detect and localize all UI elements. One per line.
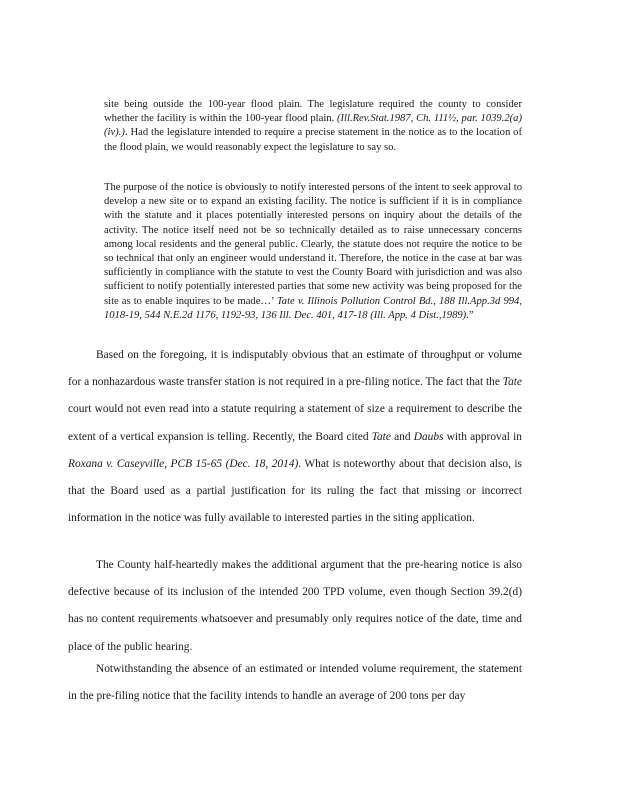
body-text: and — [390, 430, 414, 443]
case-name: Tate — [502, 376, 522, 389]
body-text: with approval in — [443, 430, 522, 443]
case-citation: Roxana v. Caseyville, PCB 15-65 (Dec. 18, 2014). — [68, 457, 302, 470]
body-text: Based on the foregoing, it is indisputably obvious that an estimate of throughput or volume for a nonhazardous waste transfer station is not required in a pre-filing notice. The fact that the — [68, 349, 522, 389]
quote-text: The purpose of the notice is obviously to notify interested persons of the intent to seek approval to develop a new site or to expand an existing facility. The notice is sufficient if it is in compliance with the statute and it places potentially interested persons on inquiry about the details of the activity. The notice itself need not be so technically detailed as to raise unnecessary concerns among local residents and the general public. Clearly, the statute does not require the notice to be so technical that only an engineer would understand it. Therefore, the notice in the case at bar was sufficiently in compliance with the statute to vest the County Board with jurisdiction and was also sufficient to notify potentially interested parties that some new activity was being proposed for the site as to enable inquires to be made…’ — [104, 182, 522, 307]
body-paragraph-1 — [68, 342, 522, 532]
body-paragraph-2: The County half-heartedly makes the additional argument that the pre-hearing notice is also defective because of its inclusion of the intended 200 TPD volume, even though Section 39.2(d) has no content requirements whatsoever and presumably only requires notice of the date, time and place of the public hearing. — [68, 559, 522, 653]
block-quote-paragraph-1 — [104, 98, 522, 155]
case-citation: Tate v. Illinois Pollution Control Bd., 188 Ill.App.3d 994, 1018-19, 544 N.E.2d 1176, 1192-93, 136 Ill. Dec. 401, 417-18 (Ill. App. 4 Dist.,1989). — [104, 295, 522, 321]
case-name: Tate — [371, 430, 391, 443]
case-name: Daubs — [413, 430, 444, 443]
statute-citation: (Ill.Rev.Stat.1987, Ch. 111½, par. 1039.2(a)(iv).) — [104, 113, 523, 139]
body-text: What is noteworthy about that decision also, is that the Board used as a partial justification for its ruling the fact that missing or incorrect information in the notice was fully available to interested parties in the siting application. — [68, 457, 522, 525]
body-paragraph-3: Notwithstanding the absence of an estimated or intended volume requirement, the statement in the pre-filing notice that the facility intends to handle an average of 200 tons per day — [68, 663, 522, 703]
quote-text: site being outside the 100-year flood plain. The legislature required the county to consider whether the facility is within the 100-year flood plain. — [104, 99, 522, 125]
body-text: court would not even read into a statute requiring a statement of size a requirement to describe the extent of a vertical expansion is telling. Recently, the Board cited — [68, 403, 522, 443]
quote-text: . Had the legislature intended to require a precise statement in the notice as to the location of the flood plain, we would reasonably expect the legislature to say so. — [104, 127, 522, 153]
quote-close: ” — [468, 309, 474, 321]
block-quote-paragraph-2 — [104, 181, 522, 323]
